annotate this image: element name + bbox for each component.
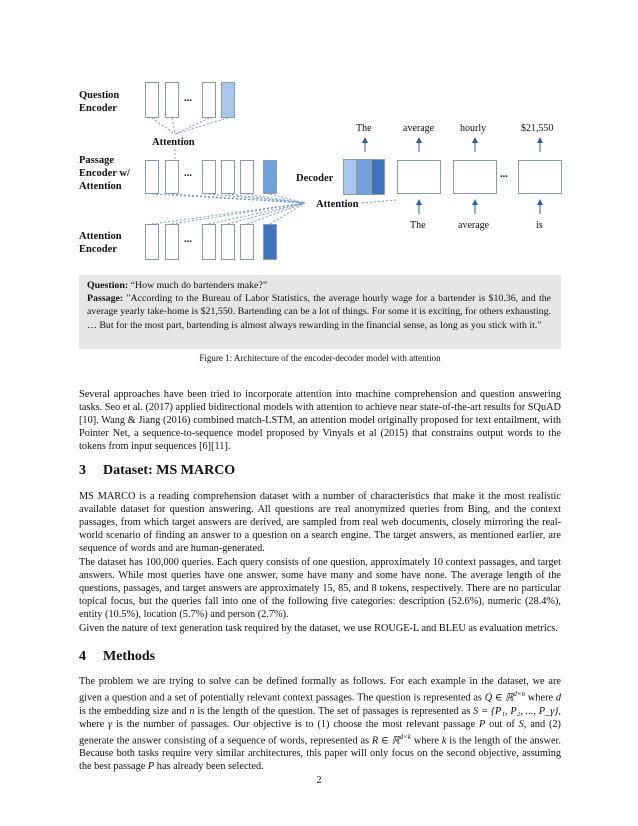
text-run: is the length of the answer. Because both tasks require very similar architectures, this paper will only focus on the second objective, assuming the best passage <box>79 735 561 773</box>
section-heading <box>79 649 155 665</box>
section-title: Dataset: MS MARCO <box>103 463 236 478</box>
passage-text: "According to the Bureau of Labor Statistics, the average hourly wage for a bartender is $10.36, and the average yearly take-home is $21,550. Bartending can be a lot of things. For some it is exciting, for others exhausting. … But for the most part, bartending is almost always rewarding in the financial sense, as long as you stick with it." <box>87 293 552 331</box>
text-run: where <box>411 735 442 747</box>
math: γ <box>108 718 113 730</box>
question-text: “How much do bartenders make?” <box>130 280 268 291</box>
output-word: The <box>356 123 372 134</box>
section-heading <box>79 463 235 479</box>
dataset-paragraph: The dataset has 100,000 queries. Each query consists of one question, approximately 10 context passages, and target answers. While most queries have one answer, some have many and some have none. The average length of the questions, passages, and target answers are approximately 15, 85, and 8 tokens, respectively. There are no particular topical focus, but the queries fall into one of the following five categories: description (52.6%), numeric (28.4%), entity (10.5%), location (5.7%) and person (2.7%). <box>79 557 561 621</box>
output-word: hourly <box>460 123 487 134</box>
example-passage <box>87 292 551 332</box>
math: Q ∈ ℝ <box>484 692 514 704</box>
math: k <box>441 735 447 747</box>
text-run: is the number of passages. Our objective is to (1) choose the most relevant passage <box>112 718 480 730</box>
math: R ∈ ℝ <box>371 735 400 747</box>
passage-label: Passage: <box>87 293 124 305</box>
output-word: $21,550 <box>521 123 554 134</box>
ellipsis: ... <box>184 168 192 179</box>
input-word: average <box>458 220 490 231</box>
text-run: is the embedding size and <box>79 705 190 717</box>
math: n <box>189 705 195 717</box>
ellipsis: ... <box>184 234 192 245</box>
dataset-paragraph: Given the nature of text generation task required by the dataset, we use ROUGE-L and BLEU as evaluation metrics. <box>79 623 558 634</box>
text-run: , and (2) generate the answer consisting of a sequence of words, represented as <box>79 718 561 747</box>
math: P <box>479 718 486 730</box>
section-title: Methods <box>103 649 156 664</box>
section-number: 4 <box>79 649 86 664</box>
text-run: The problem we are trying to solve can be defined formally as follows. For each example in the dataset, we are given a question and a set of potentially relevant context passages. The question is represented as <box>79 676 561 704</box>
question-label: Question: <box>87 280 129 291</box>
page-number: 2 <box>316 775 322 786</box>
section-number: 3 <box>79 463 86 478</box>
ellipsis: ... <box>184 93 192 104</box>
methods-paragraph <box>79 675 561 774</box>
attention-top-label: Attention <box>152 137 195 148</box>
example-question <box>87 279 551 292</box>
decoder-label: Decoder <box>296 173 334 184</box>
math: d×k <box>399 732 411 741</box>
text-run: has already been selected. <box>154 761 264 773</box>
text-run: , where <box>79 705 561 730</box>
text-run: is the length of the question. The set of passages is represented as <box>194 705 474 717</box>
ellipsis: ... <box>500 169 508 180</box>
math: S = {P₁, P₂, ..., P_γ} <box>473 705 559 717</box>
related-work-paragraph: Several approaches have been tried to incorporate attention into machine comprehension and question answering tasks. Seo et al. (2017) applied bidirectional models with attention to achieve near state-of-the-art results for SQuAD [10]. Wang & Jiang (2016) combined match-LSTM, an attention model originally proposed for text entailment, with Pointer Net, a sequence-to-sequence model proposed by Vinyals et al (2015) that constrains output words to the tokens from input sequences [6][11]. <box>79 389 561 453</box>
math: P <box>147 761 155 773</box>
math: d <box>555 692 561 704</box>
text-run: where <box>525 692 556 704</box>
attention-bottom-label: Attention <box>316 199 359 210</box>
input-word: is <box>536 220 543 231</box>
input-word: The <box>410 220 426 231</box>
figure-caption: Figure 1: Architecture of the encoder-decoder model with attention <box>199 353 441 363</box>
passage-encoder-label: Passage Encoder w/ Attention <box>79 155 130 192</box>
math: d×n <box>513 690 526 699</box>
question-encoder-label: Question Encoder <box>79 90 120 114</box>
attention-encoder-label: Attention Encoder <box>79 231 122 255</box>
example-box <box>79 275 561 349</box>
text-run: out of <box>485 718 519 730</box>
dataset-paragraph: MS MARCO is a reading comprehension dataset with a number of characteristics that make it the most realistic available dataset for question answering. All questions are real anonymized queries from Bing, and the context passages, from which target answers are derived, are sampled from real web documents, closely mirroring the real-world scenario of finding an answer to a question on a search engine. The target answers, as mentioned earlier, are sequence of words and are human-generated. <box>79 491 561 555</box>
output-word: average <box>403 123 435 134</box>
math: S <box>518 718 524 730</box>
